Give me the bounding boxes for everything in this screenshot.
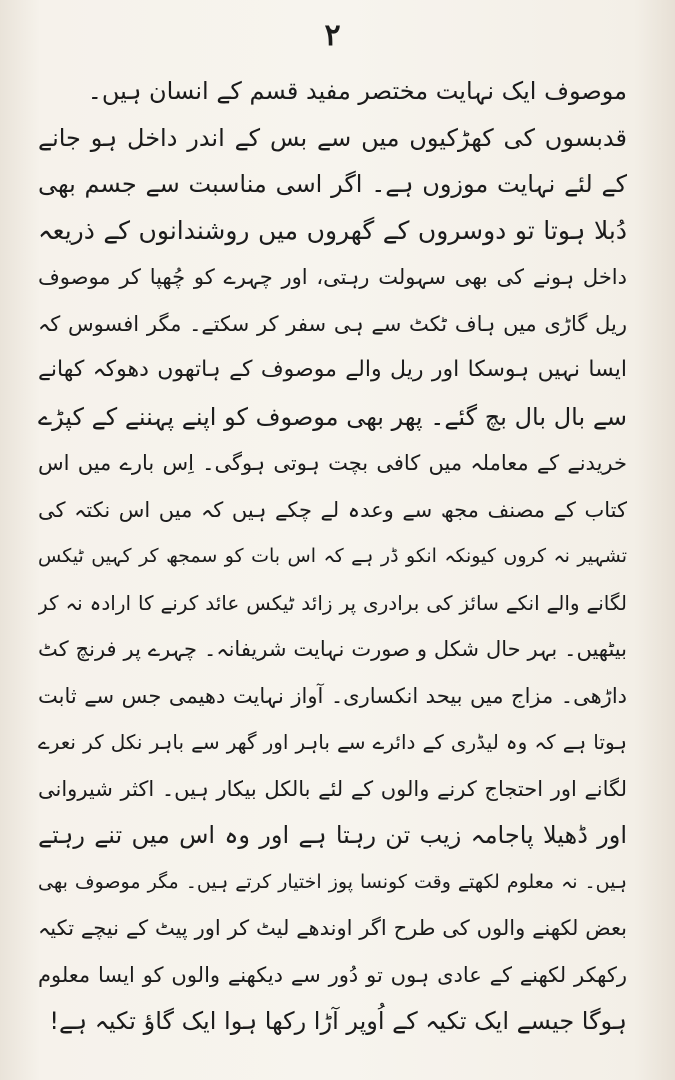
- text-line-1: موصوف ایک نہایت مختصر مفید قسم کے انسان ہیں۔: [87, 77, 627, 105]
- text-line-11: تشہیر نہ کروں کیونکہ انکو ڈر ہے کہ اس بات کو سمجھ کر کہیں ٹیکس: [38, 545, 627, 567]
- page-body-text: [38, 68, 627, 1045]
- text-line-10: کتاب کے مصنف مجھ سے وعدہ لے چکے ہیں کہ میں اس نکتہ کی: [38, 497, 627, 522]
- text-line-14: داڑھی۔ مزاج میں بیحد انکساری۔ آواز نہایت دھیمی جس سے ثابت: [38, 683, 627, 708]
- text-line-5: داخل ہونے کی بھی سہولت رہتی، اور چہرے کو چُھپا کر موصوف: [38, 265, 627, 289]
- text-line-2: قدبسوں کی کھڑکیوں میں سے بس کے اندر داخل ہو جانے: [38, 123, 627, 152]
- text-line-17: اور ڈھیلا پاجامہ زیب تن رہتا ہے اور وہ اس میں تنے رہتے: [38, 821, 627, 849]
- text-line-6: ریل گاڑی میں ہاف ٹکٹ سے ہی سفر کر سکتے۔ مگر افسوس کہ: [38, 311, 627, 336]
- text-line-20: رکھکر لکھنے کے عادی ہوں تو دُور سے دیکھنے والوں کو ایسا معلوم: [38, 962, 627, 987]
- text-line-21: ہوگا جیسے ایک تکیہ کے اُوپر آڑا رکھا ہوا ایک گاؤ تکیہ ہے!: [49, 1007, 627, 1035]
- text-line-8: سے بال بال بچ گئے۔ پھر بھی موصوف کو اپنے پہننے کے کپڑے: [38, 402, 627, 431]
- text-line-9: خریدنے کے معاملہ میں کافی بچت ہوتی ہوگی۔ اِس بارے میں اس: [38, 451, 627, 475]
- text-line-16: لگانے اور احتجاج کرنے والوں کے لئے بالکل بیکار ہیں۔ اکثر شیروانی: [38, 776, 627, 801]
- text-line-7: ایسا نہیں ہوسکا اور ریل والے موصوف کے ہاتھوں دھوکہ کھانے: [38, 357, 627, 382]
- text-line-12: لگانے والے انکے سائز کی برادری پر زائد ٹیکس عائد کرنے کا ارادہ نہ کر: [38, 590, 627, 615]
- text-line-15: ہوتا ہے کہ وہ لیڈری کے دائرے سے باہر اور گھر سے باہر نکل کر نعرے: [38, 730, 627, 754]
- text-line-19: بعض لکھنے والوں کی طرح اگر اوندھے لیٹ کر اور پیٹ کے نیچے تکیہ: [38, 916, 627, 940]
- page-number: ۲: [324, 18, 341, 53]
- text-line-3: کے لئے نہایت موزوں ہے۔ اگر اسی مناسبت سے جسم بھی: [38, 170, 627, 198]
- text-line-13: بیٹھیں۔ بہر حال شکل و صورت نہایت شریفانہ۔ چہرے پر فرنچ کٹ: [38, 637, 627, 661]
- text-line-4: دُبلا ہوتا تو دوسروں کے گھروں میں روشندانوں کے ذریعہ: [38, 215, 627, 245]
- text-line-18: ہیں۔ نہ معلوم لکھتے وقت کونسا پوز اختیار کرتے ہیں۔ مگر موصوف بھی: [38, 870, 627, 893]
